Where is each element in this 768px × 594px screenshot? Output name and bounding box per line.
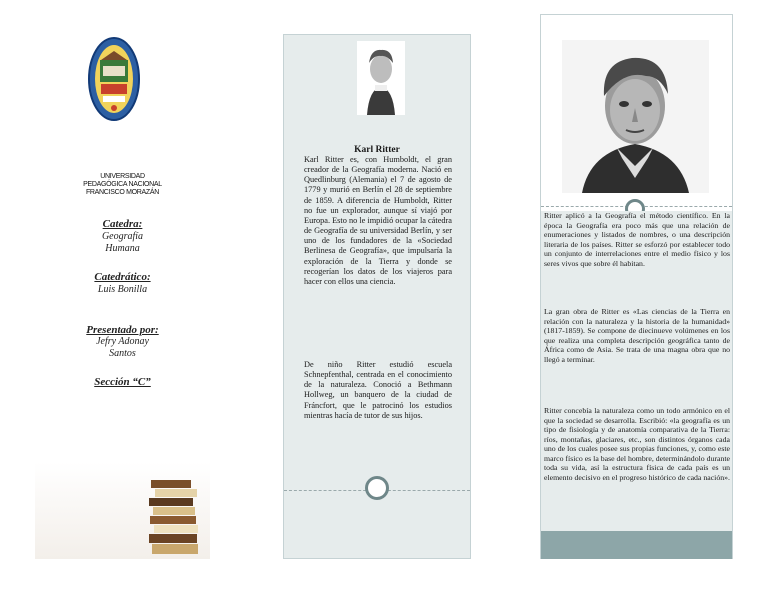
teacher-label: Catedrático: [94, 271, 151, 283]
work-text-area [541, 211, 732, 531]
portrait-engraving-icon [562, 40, 709, 193]
section-label: Sección “C” [94, 376, 151, 388]
work-paragraph-3: Ritter concebía la naturaleza como un todo armónico en el que la sociedad se desarrolla. Escribió: «la geografía es un tipo de fisiología y de anatomía comparativa de la Tierra: ríos, montañas, glaciares, etc., son distintos órganos cada uno de los cuales posee sus propias funciones, y, como este marco físico es la base del hombre, determinándolo durante toda su vida, así la estructura física de cada país es un elemento decisivo en el progreso histórico de cada nación». [544, 406, 730, 482]
presenter-value-line1: Jefry Adonay [96, 336, 149, 347]
book-stack-icon [147, 478, 203, 556]
subject-value-line2: Humana [105, 243, 140, 254]
footer-bar [541, 531, 732, 559]
biography-panel [283, 34, 471, 559]
presenter-label: Presentado por: [86, 324, 159, 336]
biography-title: Karl Ritter [354, 145, 400, 155]
biography-paragraph-1: Karl Ritter es, con Humboldt, el gran creador de la Geografía moderna. Nació en Quedlinburg (Alemania) el 7 de agosto de 1779 y murió en Berlín el 28 de septiembre de 1859. A diferencia de Humboldt, Ritter no fue un explorador, aunque sí viajó por Europa. Esto no le impidió ocupar la cátedra de Geografía de su universidad Berlín, y ser uno de los fundadores de la «Sociedad Berlinesa de Geografía», que impulsaría la exploración de la Tierra y donde se recogerían los datos de los viajeros para hacer con ellos una ciencia. [304, 155, 452, 286]
university-name-line1: UNIVERSIDAD [100, 173, 145, 180]
subject-value-line1: Geografía [101, 231, 144, 242]
work-paragraph-2: La gran obra de Ritter es «Las ciencias de la Tierra en relación con la naturaleza y la historia de la humanidad» (1817-1859). Se compone de diecinueve volúmenes en los que realiza una completa descripción geográfica tanto de África como de Asia. Se trata de una magna obra que no llegó a terminar. [544, 307, 730, 364]
ring-ornament-icon [365, 476, 389, 500]
presenter-value-line2: Santos [109, 348, 136, 359]
work-paragraph-1: Ritter aplicó a la Geografía el método científico. En la época la Geografía era poco más que una relación de enumeraciones y listados de nombres, o una descripción literaria de los países. Ritter se esforzó por establecer todo un conjunto de interrelaciones entre el medio físico y los seres vivos que sobre él habitan. [544, 211, 730, 268]
portrait-icon [357, 41, 405, 115]
cover-panel [35, 34, 210, 559]
work-panel [540, 14, 733, 559]
university-seal-icon [87, 36, 141, 122]
university-name-line2: PEDAGÓGICA NACIONAL [83, 181, 162, 188]
subject-label: Catedra: [102, 218, 143, 230]
biography-paragraph-2: De niño Ritter estudió escuela Schnepfenthal, centrada en el conocimiento de la naturaleza. Conoció a Bethmann Hollweg, un banquero de la ciudad de Fráncfort, que le patrocinó los estudios mientras hacía de tutor de sus hijos. [304, 360, 452, 420]
teacher-value: Luis Bonilla [97, 284, 148, 295]
university-name-line3: FRANCISCO MORAZÁN [85, 189, 160, 196]
